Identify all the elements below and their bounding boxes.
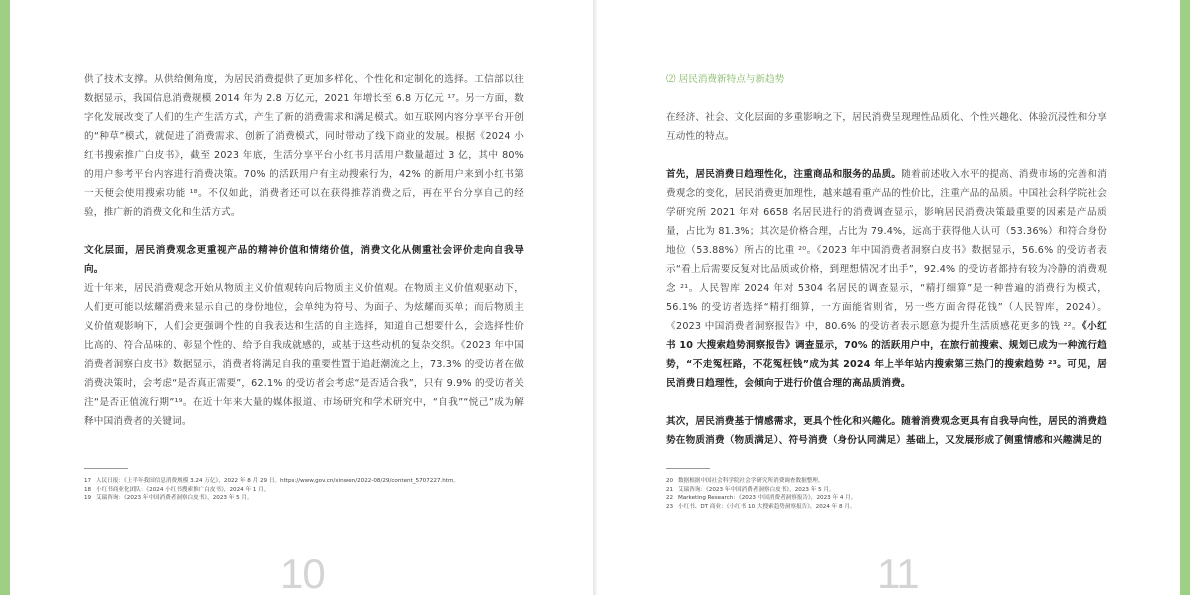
paragraph-gap xyxy=(666,146,1107,165)
left-paragraph-1: 供了技术支撑。从供给侧角度，为居民消费提供了更加多样化、个性化和定制化的选择。工信部以往数据显示，我国信息消费规模 2014 年为 2.8 万亿元，2021 年增长至 6.8 万亿元 ¹⁷。另一方面，数字化发展改变了人们的生产生活方式，产生了新的消费需求和满足模式。如互联网内容分享平台开创的“种草”模式，就促进了消费需求、创新了消费模式，同时带动了线下商业的发展。根据《2024 小红书搜索推广白皮书》，截至 2023 年底，生活分享平台小红书月活用户数量超过 3 亿，其中 80% 的用户参考平台内容进行消费决策。70% 的活跃用户有主动搜索行为，42% 的新用户来到小红书第一天便会使用搜索功能 ¹⁸。不仅如此，消费者还可以在获得推荐消费之后，再在平台分享自己的经验，推广新的消费文化和生活方式。 xyxy=(84,74,524,218)
page-number: 10 xyxy=(280,550,325,595)
footnote: 18 小红书商业化团队：《2024 小红书搜索推广白皮书》，2024 年 1 月。 xyxy=(84,486,270,493)
left-page xyxy=(10,0,593,595)
right-paragraph-2-body: 随着前述收入水平的提高、消费市场的完善和消费观念的变化，居民消费更加理性，越来越看重产品的性价比，注重产品的品质。中国社会科学院社会学研究所 2021 年对 6658 名居民进行的消费调查显示，影响居民消费决策最重要的因素是产品质量，占比为 81.3%；其次是价格合理，占比为 79.4%，远高于获得他人认可（53.36%）和符合身份地位（53.88%）所占的比重 ²⁰。《2023 年中国消费者洞察白皮书》数据显示，56.6% 的受访者表示“看上后需要反复对比品质或价格，到理想情况才出手”，92.4% 的受访者都持有较为冷静的消费观念 ²¹。人民智库 2024 年对 5304 名居民的调查显示，“精打细算”是一种普遍的消费行为模式，56.1% 的受访者选择“精打细算，一方面能省则省，另一些方面舍得花钱”（人民智库，2024）。《2023 中国消费者洞察报告》中，80.6% 的受访者表示愿意为提升生活质感花更多的钱 ²²。 xyxy=(666,169,1107,332)
footnote: 17 人民日报：《上半年我国信息消费规模 3.24 万亿》，2022 年 8 月 29 日。https://www.gov.cn/xinwen/2022-08/29/content_5707227.htm。 xyxy=(84,478,460,484)
paragraph-gap xyxy=(666,89,1107,108)
left-footnotes xyxy=(84,468,524,503)
footnote: 21 艾瑞咨询：《2023 年中国消费者洞察白皮书》，2023 年 5 月。 xyxy=(666,486,835,493)
right-body xyxy=(666,70,1107,450)
footnote-divider xyxy=(666,468,710,469)
footnote: 19 艾瑞咨询：《2023 年中国消费者洞察白皮书》，2023 年 5 月。 xyxy=(84,495,253,502)
left-body xyxy=(84,70,524,431)
left-paragraph-2-body: 近十年来，居民消费观念开始从物质主义价值观转向后物质主义价值观。在物质主义价值观驱动下，人们更可能以炫耀消费来显示自己的身份地位，会单纯为符号、为面子、为炫耀而买单；而后物质主义价值观影响下，人们会更强调个性的自我表达和生活的自主选择，知道自己想要什么，会选择性价比高的、符合品味的、彰显个性的、给予自我成就感的，或基于这些动机的复杂交织。《2023 年中国消费者洞察白皮书》数据显示，消费者将满足自我的重要性置于追赶潮流之上，73.3% 的受访者在做消费决策时，会考虑“是否真正需要”，62.1% 的受访者会考虑“是否适合我”，只有 9.9% 的受访者关注“是否正值流行期”¹⁹。在近十年来大量的媒体报道、市场研究和学术研究中，“自我”“悦己”成为解释中国消费者的关键词。 xyxy=(84,283,524,427)
footnote: 23 小红书、DT 商业：《小红书 10 大搜索趋势洞察报告》，2024 年 8 月。 xyxy=(666,503,856,510)
section-heading: ⑵ 居民消费新特点与新趋势 xyxy=(666,74,785,85)
paragraph-gap xyxy=(666,393,1107,412)
right-paragraph-1: 在经济、社会、文化层面的多重影响之下，居民消费呈现理性品质化、个性兴趣化、体验沉浸性和分享互动性的特点。 xyxy=(666,112,1107,142)
right-footnotes xyxy=(666,468,1107,511)
paragraph-gap xyxy=(84,222,524,241)
right-paragraph-2 xyxy=(666,165,1107,393)
left-paragraph-2 xyxy=(84,241,524,431)
footnote: 22 Marketing Research：《2023 中国消费者洞察报告》，2023 年 4 月。 xyxy=(666,495,857,502)
page-number: 11 xyxy=(877,550,919,595)
right-paragraph-2-lead: 首先，居民消费日趋理性化，注重商品和服务的品质。 xyxy=(666,169,902,180)
left-paragraph-2-lead: 文化层面，居民消费观念更重视产品的精神价值和情绪价值，消费文化从侧重社会评价走向自我导向。 xyxy=(84,245,524,275)
footnote-divider xyxy=(84,468,128,469)
right-paragraph-3 xyxy=(666,412,1107,450)
right-paragraph-3-lead: 其次，居民消费基于情感需求，更具个性化和兴趣化。随着消费观念更具有自我导向性，居民的消费趋势在物质消费（物质满足）、符号消费（身份认同满足）基础上，又发展形成了侧重情感和兴趣满足的 xyxy=(666,416,1107,446)
footnote: 20 数据根据中国社会科学院社会学研究所消费调查数据整理。 xyxy=(666,478,824,484)
right-page xyxy=(597,0,1180,595)
right-paragraph-2-tail: 《小红书 10 大搜索趋势洞察报告》调查显示，70% 的活跃用户中，在旅行前搜索、规划已成为一种流行趋势，“不走冤枉路，不花冤枉钱”成为其 2024 年上半年站内搜索第三热门的搜索趋势 ²³。可见，居民消费日趋理性，会倾向于进行价值合理的高品质消费。 xyxy=(666,321,1107,389)
